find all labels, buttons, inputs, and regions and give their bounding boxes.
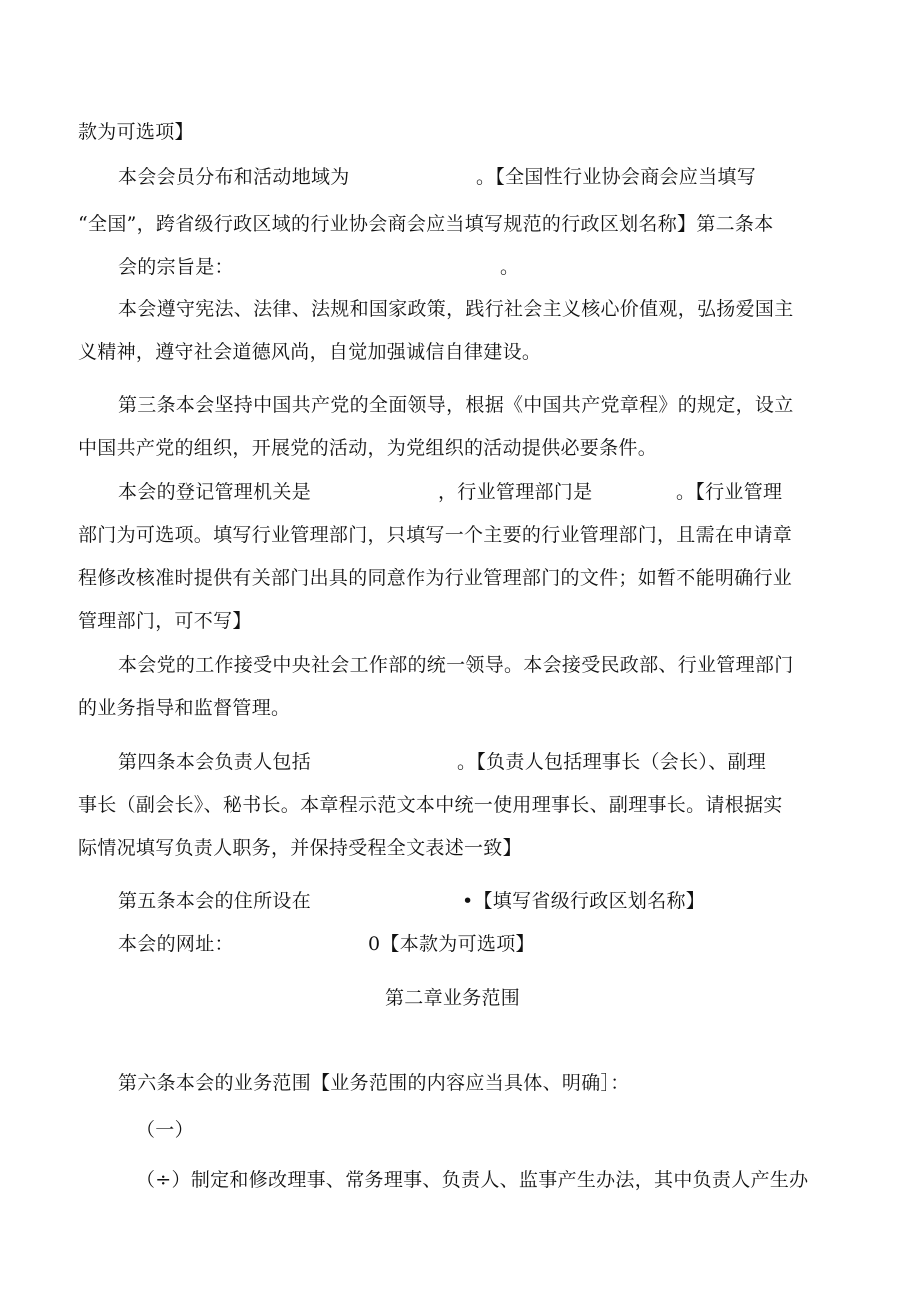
text-line: 。【全国性行业协会商会应当填写 [476, 166, 757, 188]
text-line: 。【负责人包括理事长（会长）、副理 [457, 751, 767, 773]
text-line: 本会会员分布和活动地域为 [118, 166, 350, 188]
text-line: 管理部门，可不写】 [78, 610, 252, 632]
list-item: （一） [136, 1119, 194, 1141]
text-line: ，行业管理部门是 [438, 481, 593, 503]
text-line: 部门为可选项。填写行业管理部门，只填写一个主要的行业管理部门，且需在申请章 [78, 524, 793, 546]
text-line: 本会的网址： [118, 933, 234, 955]
text-line: 第六条本会的业务范围【业务范围的内容应当具体、明确］： [118, 1072, 630, 1094]
text-line: •【填写省级行政区划名称】 [462, 890, 706, 912]
text-line: 程修改核准时提供有关部门出具的同意作为行业管理部门的文件；如暂不能明确行业 [78, 567, 793, 589]
chapter-heading: 第二章业务范围 [385, 987, 521, 1009]
text-line: 义精神，遵守社会道德风尚，自觉加强诚信自律建设。 [78, 341, 542, 363]
text-line: 款为可选项】 [78, 121, 194, 143]
text-line: 事长（副会长》、秘书长。本章程示范文本中统一使用理事长、副理事长。请根据实 [78, 794, 783, 816]
list-item: （÷）制定和修改理事、常务理事、负责人、监事产生办法，其中负责人产生办 [136, 1169, 809, 1191]
text-line: 第三条本会坚持中国共产党的全面领导，根据《中国共产党章程》的规定，设立 [118, 394, 794, 416]
text-line: 0【本款为可选项】 [368, 933, 535, 955]
text-line: 本会遵守宪法、法律、法规和国家政策，践行社会主义核心价值观，弘扬爱国主 [118, 298, 794, 320]
text-line: 。 [500, 256, 520, 278]
text-line: “全国”，跨省级行政区域的行业协会商会应当填写规范的行政区划名称】第二条本 [78, 213, 774, 235]
text-line: 本会党的工作接受中央社会工作部的统一领导。本会接受民政部、行业管理部门 [118, 654, 794, 676]
text-line: 本会的登记管理机关是 [118, 481, 312, 503]
text-line: 际情况填写负责人职务，并保持受程全文表述一致】 [78, 837, 522, 859]
text-line: 。【行业管理 [676, 481, 783, 503]
text-line: 中国共产党的组织，开展党的活动，为党组织的活动提供必要条件。 [78, 437, 658, 459]
text-line: 的业务指导和监督管理。 [78, 697, 291, 719]
text-line: 第四条本会负责人包括 [118, 751, 312, 773]
text-line: 会的宗旨是： [118, 256, 234, 278]
text-line: 第五条本会的住所设在 [118, 890, 312, 912]
